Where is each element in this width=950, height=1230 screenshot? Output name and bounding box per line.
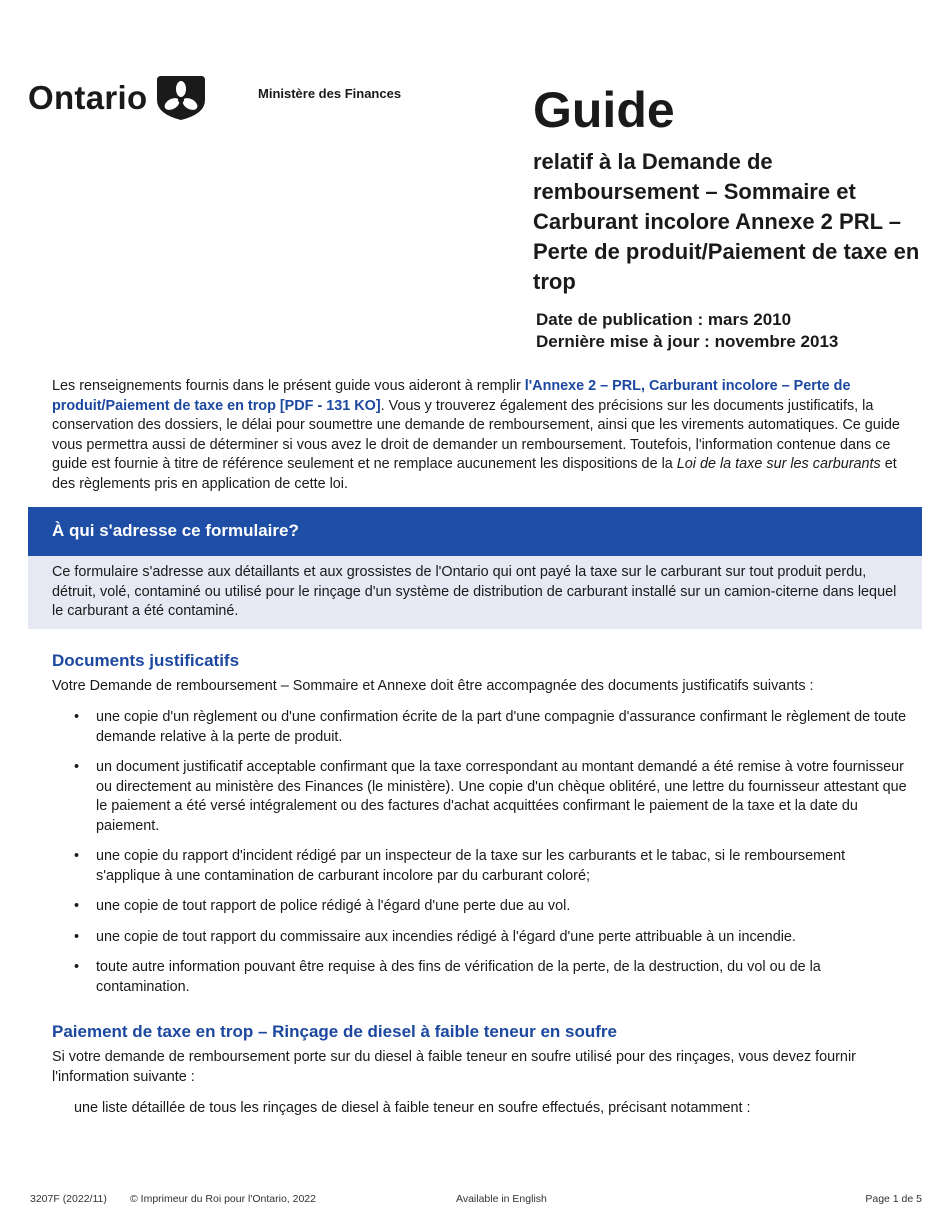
list-item <box>52 847 912 886</box>
who-banner-body <box>28 556 922 629</box>
publication-date: Date de publication : mars 2010 <box>536 310 792 329</box>
list-item-text: une copie d'un règlement ou d'une confirmation écrite de la part d'une compagnie d'assurance confirmant le règlement de toute demande relative à la perte de produit. <box>96 709 907 745</box>
overpayment-heading: Paiement de taxe en trop – Rinçage de diesel à faible teneur en soufre <box>52 1022 617 1041</box>
list-item <box>52 758 912 836</box>
bullet: • <box>74 898 80 914</box>
list-item <box>52 958 912 997</box>
page-number: Page 1 de 5 <box>865 1193 922 1205</box>
bullet: • <box>74 959 80 975</box>
documents-intro: Votre Demande de remboursement – Sommaire et Annexe doit être accompagnée des documents justificatifs suivants : <box>52 678 814 694</box>
logo-text: Ontario <box>28 79 148 116</box>
list-item-text: toute autre information pouvant être requise à des fins de vérification de la perte, de la destruction, du vol ou de la contamination. <box>96 959 821 995</box>
bullet: • <box>74 759 80 775</box>
list-item <box>52 897 912 917</box>
ministry-name: Ministère des Finances <box>258 86 402 101</box>
overpayment-item: une liste détaillée de tous les rinçages de diesel à faible teneur en soufre effectués, précisant notamment : <box>74 1100 751 1116</box>
list-item <box>52 708 912 747</box>
intro-text-middle: . Vous y trouverez également des précisions sur les documents justificatifs, la conservation des dossiers, le délai pour soumettre une demande de remboursement, ainsi que les virements automatiques. Ce guide vous permettra aussi de déterminer si vous avez le droit de demander un remboursement. Toutefois, l'information contenue dans ce guide est fournie à titre de référence seulement et ne remplace aucunement les dispositions de la <box>52 397 900 472</box>
intro-text-start: Les renseignements fournis dans le présent guide vous aideront à remplir <box>52 378 525 394</box>
bullet: • <box>74 928 80 945</box>
list-item-text: une copie du rapport d'incident rédigé par un inspecteur de la taxe sur les carburants et le tabac, si le remboursement s'applique à une contamination de carburant incolore par du carburant coloré; <box>96 848 846 884</box>
annex-pdf-link[interactable]: l'Annexe 2 – PRL, Carburant incolore – Perte de produit/Paiement de taxe en trop [PDF - 131 KO] <box>52 378 851 414</box>
intro-text-end: et des règlements pris en application de cette loi. <box>52 456 897 492</box>
list-item-text: un document justificatif acceptable confirmant que la taxe correspondant au montant demandé a été remise à votre fournisseur ou directement au ministère des Finances (le ministère). Une copie d'un chèque oblitéré, une lettre du fournisseur attestant que le paiement a été versé intégralement ou des factures d'achat acquittées confirmant le paiement de la taxe et la date du paiement. <box>96 759 907 834</box>
bullet: • <box>74 848 80 864</box>
list-item-text: une copie de tout rapport du commissaire aux incendies rédigé à l'égard d'une perte attribuable à un incendie. <box>96 928 796 945</box>
language-note: Available in English <box>456 1193 547 1205</box>
last-update-date: Dernière mise à jour : novembre 2013 <box>536 332 839 351</box>
copyright: © Imprimeur du Roi pour l'Ontario, 2022 <box>130 1193 316 1205</box>
list-item <box>52 928 912 948</box>
intro-paragraph <box>52 377 907 494</box>
ontario-logo <box>28 74 207 122</box>
documents-heading: Documents justificatifs <box>52 651 240 670</box>
documents-list <box>52 708 912 1008</box>
overpayment-intro: Si votre demande de remboursement porte sur du diesel à faible teneur en soufre utilisé pour des rinçages, vous devez fournir l'information suivante : <box>52 1049 856 1085</box>
guide-title: Guide <box>533 82 675 138</box>
law-name: Loi de la taxe sur les carburants <box>676 456 881 472</box>
list-item-text: une copie de tout rapport de police rédigé à l'égard d'une perte due au vol. <box>96 898 571 914</box>
guide-subtitle: relatif à la Demande de remboursement – Sommaire et Carburant incolore Annexe 2 PRL – Perte de produit/Paiement de taxe en trop <box>533 149 920 294</box>
banner-text: Ce formulaire s'adresse aux détaillants et aux grossistes de l'Ontario qui ont payé la taxe sur le carburant sur tout produit perdu, détruit, volé, contaminé ou utilisé pour le rinçage d'un système de distribution de carburant installé sur un camion-citerne dans lequel le carburant a été contaminé. <box>52 564 897 619</box>
form-code: 3207F (2022/11) <box>30 1193 107 1205</box>
trillium-icon <box>155 74 207 122</box>
bullet: • <box>74 709 80 725</box>
banner-title: À qui s'adresse ce formulaire? <box>52 521 299 540</box>
who-banner <box>28 507 922 556</box>
